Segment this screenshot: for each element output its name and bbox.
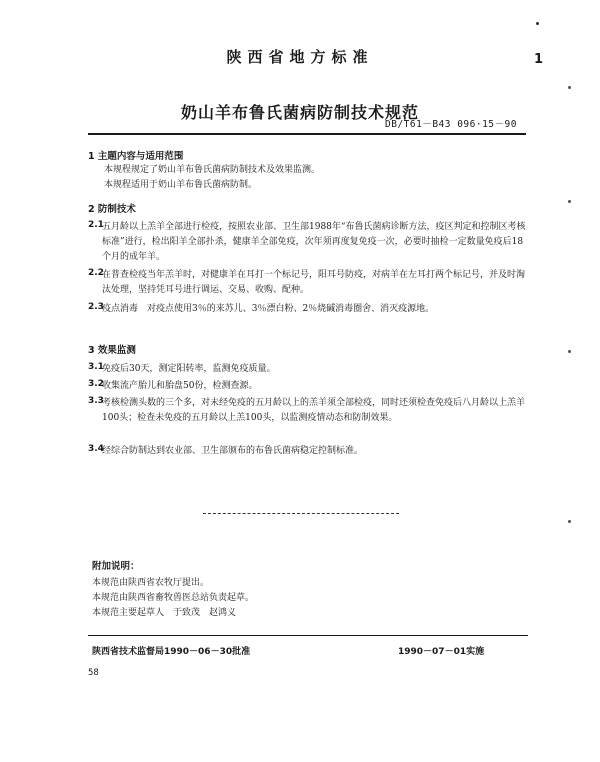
scan-speck xyxy=(536,22,539,25)
section-divider xyxy=(203,513,399,514)
paragraph-number: 3.2 xyxy=(88,379,104,389)
scan-speck xyxy=(568,86,571,89)
scan-speck xyxy=(568,350,571,353)
section-1-line: 本规程规定了奶山羊布鲁氏菌病防制技术及效果监测。 xyxy=(104,165,321,175)
paragraph-2-1 xyxy=(88,220,528,265)
page-number: 58 xyxy=(88,668,99,678)
appendix-note xyxy=(92,558,532,621)
paragraph-number: 3.1 xyxy=(88,362,104,372)
paragraph-text: 疫点消毒 对疫点使用3％的来苏儿、3％漂白粉、2％烧碱消毒圈舍、消灭疫源地。 xyxy=(102,304,435,314)
corner-number: 1 xyxy=(534,52,544,67)
paragraph-text: 免疫后30天，测定阳转率，监测免疫质量。 xyxy=(102,364,276,374)
standard-code: DB/T61－B43 096·15－90 xyxy=(385,119,517,130)
scan-speck xyxy=(568,520,571,523)
paragraph-text: 考核检测头数的三个多，对未经免疫的五月龄以上的羔羊须全部检疫，同时还须检查免疫后八月龄以上羔羊100头；检查未免疫的五月龄以上羔100头，以监测疫情动态和防制效果。 xyxy=(102,398,526,423)
scan-speck xyxy=(568,200,571,203)
appendix-line: 本规范由陕西省农牧厅提出。 xyxy=(92,578,210,588)
paragraph-2-3 xyxy=(88,302,528,317)
footer-rule xyxy=(88,635,528,636)
appendix-heading: 附加说明： xyxy=(92,561,140,572)
paragraph-3-3 xyxy=(88,396,528,426)
paragraph-text: 经综合防制达到农业部、卫生部颁布的布鲁氏菌病稳定控制标准。 xyxy=(102,446,364,456)
title-rule xyxy=(88,133,526,135)
approval-date: 陕西省技术监督局1990－06－30批准 xyxy=(92,647,251,657)
section-2-heading: 2 防制技术 xyxy=(88,204,136,215)
paragraph-text: 收集流产胎儿和胎盘50份，检测查源。 xyxy=(102,381,258,391)
section-1-line: 本规程适用于奶山羊布鲁氏菌病防制。 xyxy=(104,180,258,190)
paragraph-number: 3.4 xyxy=(88,444,104,454)
paragraph-3-4 xyxy=(88,444,528,459)
paragraph-text: 在普查检疫当年羔羊时，对健康羊在耳打一个标记号，阳耳号防疫，对病羊在左耳打两个标记号，并及时淘汰处理，坚持凭耳号进行调运、交易、收购、配种。 xyxy=(102,270,526,295)
standard-category-header: 陕西省地方标准 xyxy=(226,48,374,66)
paragraph-3-1 xyxy=(88,362,528,377)
document-title: 奶山羊布鲁氏菌病防制技术规范 xyxy=(180,103,419,122)
paragraph-number: 3.3 xyxy=(88,396,104,406)
paragraph-number: 2.1 xyxy=(88,220,104,230)
paragraph-3-2 xyxy=(88,379,528,394)
paragraph-number: 2.3 xyxy=(88,302,104,312)
appendix-line: 本规范主要起草人 于致茂 赵鸿义 xyxy=(92,608,237,618)
section-3-heading: 3 效果监测 xyxy=(88,345,136,356)
paragraph-number: 2.2 xyxy=(88,268,104,278)
paragraph-2-2 xyxy=(88,268,528,298)
appendix-line: 本规范由陕西省畜牧兽医总站负责起草。 xyxy=(92,593,255,603)
section-1-heading: 1 主题内容与适用范围 xyxy=(88,151,184,162)
effective-date: 1990－07－01实施 xyxy=(398,647,485,657)
paragraph-text: 五月龄以上羔羊全部进行检疫，按照农业部、卫生部1988年“布鲁氏菌病诊断方法，疫区判定和控制区考核标准”进行，检出阳羊全部扑杀，健康羊全部免疫，次年须再度复免疫一次，必要时抽检一定数量免疫后18个月的成年羊。 xyxy=(102,222,526,262)
